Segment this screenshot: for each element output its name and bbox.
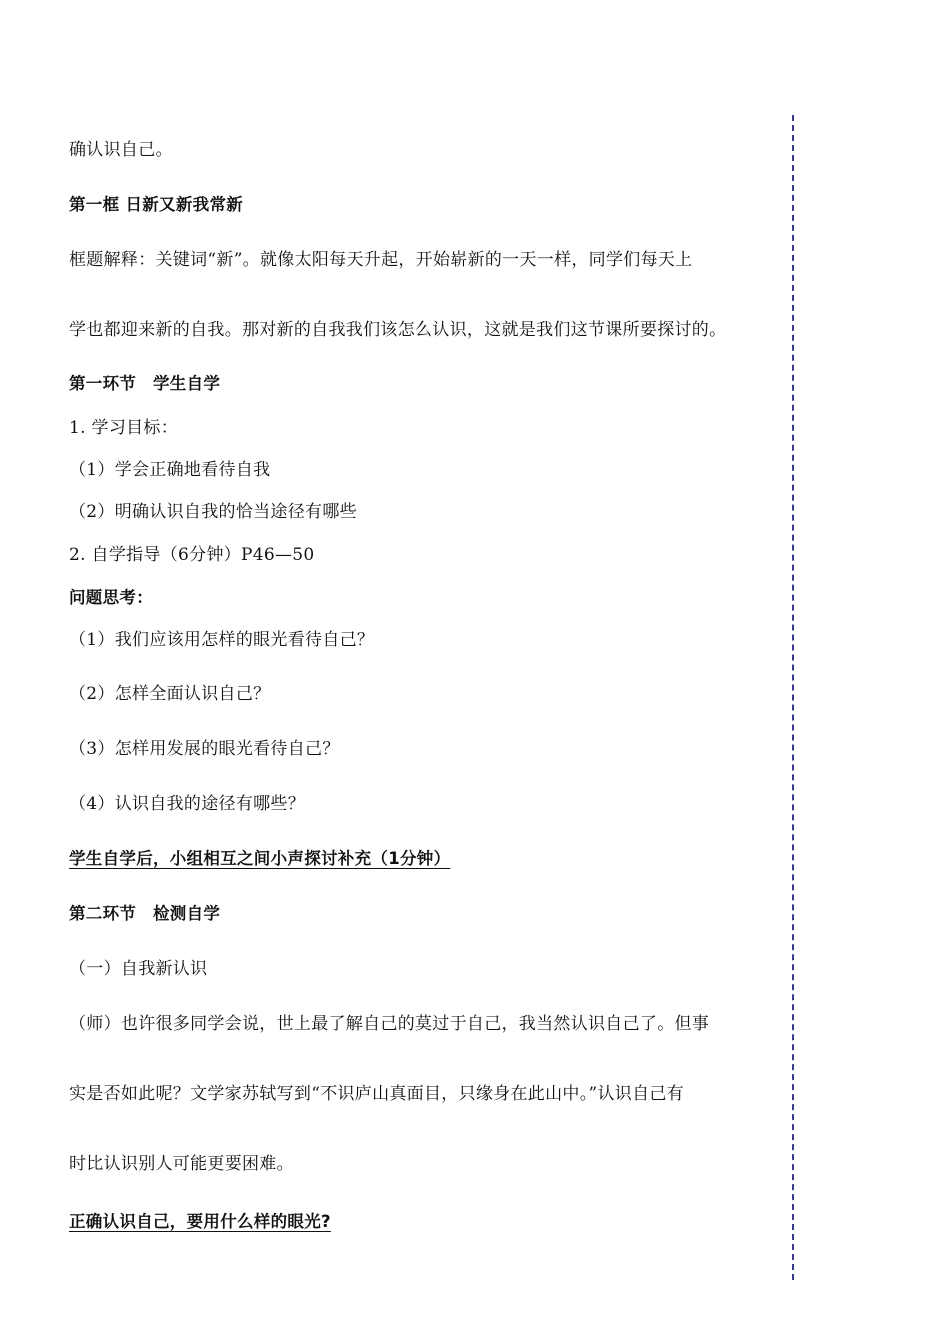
question-item: （4）认识自我的途径有哪些？ xyxy=(69,794,306,814)
paragraph-line: 时比认识别人可能更要困难。 xyxy=(69,1154,294,1174)
text-line-continuation: 确认识自己。 xyxy=(69,140,173,160)
section-heading-1: 第一框 日新又新我常新 xyxy=(69,195,244,214)
paragraph-line: 实是否如此呢？文学家苏轼写到“不识庐山真面目，只缘身在此山中。”认识自己有 xyxy=(69,1084,684,1104)
list-item: 2. 自学指导（6分钟）P46—50 xyxy=(69,545,315,565)
question-item: （3）怎样用发展的眼光看待自己？ xyxy=(69,739,340,759)
list-item: （2）明确认识自我的恰当途径有哪些 xyxy=(69,502,357,522)
question-item: （2）怎样全面认识自己？ xyxy=(69,684,271,704)
step-heading-1: 第一环节 学生自学 xyxy=(69,374,221,393)
list-item: 1. 学习目标： xyxy=(69,418,179,438)
step-heading-2: 第二环节 检测自学 xyxy=(69,904,221,923)
question-heading: 问题思考： xyxy=(69,588,153,607)
underlined-question: 正确认识自己，要用什么样的眼光? xyxy=(69,1212,331,1231)
paragraph-line: 框题解释：关键词“新”。就像太阳每天升起，开始崭新的一天一样，同学们每天上 xyxy=(69,250,693,270)
subsection-title: （一）自我新认识 xyxy=(69,959,208,979)
paragraph-line: 学也都迎来新的自我。那对新的自我我们该怎么认识，这就是我们这节课所要探讨的。 xyxy=(69,320,727,340)
list-item: （1）学会正确地看待自我 xyxy=(69,460,271,480)
margin-dashed-line xyxy=(792,115,794,1280)
underlined-instruction: 学生自学后，小组相互之间小声探讨补充（1分钟） xyxy=(69,849,451,868)
paragraph-line: （师）也许很多同学会说，世上最了解自己的莫过于自己，我当然认识自己了。但事 xyxy=(69,1014,710,1034)
question-item: （1）我们应该用怎样的眼光看待自己？ xyxy=(69,630,375,650)
